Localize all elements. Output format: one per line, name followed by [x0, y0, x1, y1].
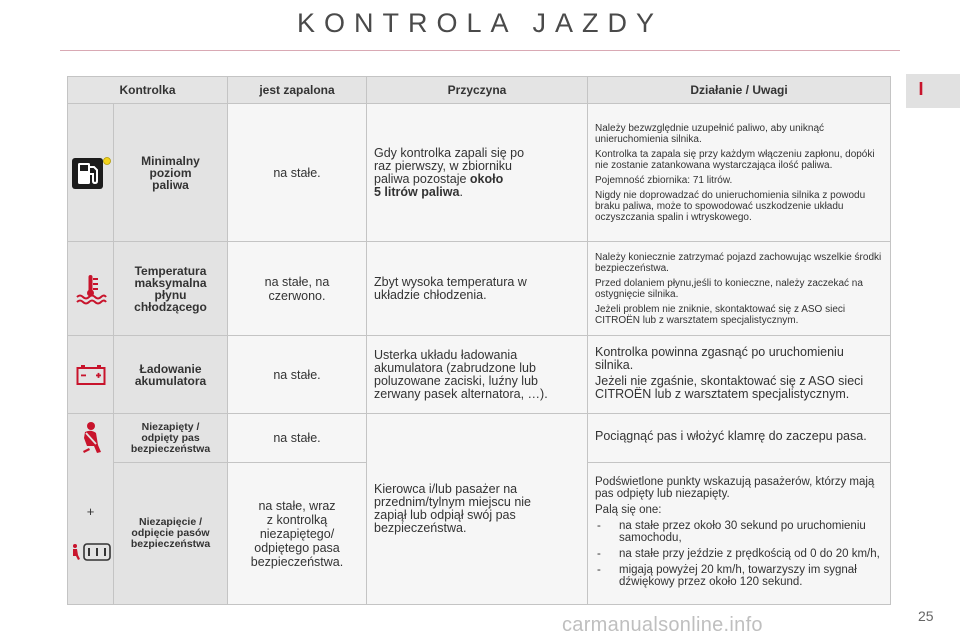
icon-cell: [68, 336, 114, 414]
coolant-temperature-icon: [74, 273, 108, 305]
cause-text: Gdy kontrolka zapali się po raz pierwszy, w zbiorniku paliwa pozostaje około 5 litrów paliwa.: [367, 104, 588, 242]
table-row: [68, 104, 891, 242]
warning-name: Minimalny poziom paliwa: [114, 104, 228, 242]
page-title: KONTROLA JAZDY: [296, 8, 664, 38]
list-item: - migają powyżej 20 km/h, towarzyszy im sygnał dźwiękowy przez około 120 sekund.: [595, 564, 882, 588]
action-text: Należy koniecznie zatrzymać pojazd zachowując wszelkie środki bezpieczeństwa. Przed dolaniem płynu,jeśli to konieczne, należy zaczekać na ostygnięcie silnika. Jeżeli problem nie zniknie, skontaktować się z ASO sieci CITROËN lub z warsztatem specjalistycznym.: [588, 242, 891, 336]
cause-text: Kierowca i/lub pasażer na przednim/tylnym miejscu nie zapiął lub odpiął swój pas bezpieczeństwa.: [367, 414, 588, 605]
action-text: Podświetlone punkty wskazują pasażerów, którzy mają pas odpięty lub niezapięty. Palą się one: - na stałe przez około 30 sekund po uruchomieniu samochodu, - na stałe przy jeździe z prędkością od 0 do 20 km/h, - migają powyżej 20 km/h, towarzyszy im sygnał dźwiękowy przez około 120 sekund.: [588, 463, 891, 605]
list-item: - na stałe przez około 30 sekund po uruchomieniu samochodu,: [595, 520, 882, 544]
cause-text: Zbyt wysoka temperatura w układzie chłodzenia.: [367, 242, 588, 336]
chapter-tab: [906, 74, 960, 108]
seatbelt-display-icon: [70, 541, 112, 563]
lit-status: na stałe.: [228, 336, 367, 414]
header-kontrolka: Kontrolka: [68, 77, 228, 104]
warning-lights-table: [67, 76, 891, 605]
lit-status: na stałe.: [228, 414, 367, 463]
warning-name: Niezapięcie / odpięcie pasów bezpieczeństwa: [114, 463, 228, 605]
icon-cell: [68, 242, 114, 336]
lit-status: na stałe, wraz z kontrolką niezapiętego/ odpiętego pasa bezpieczeństwa.: [228, 463, 367, 605]
watermark: carmanualsonline.info: [562, 614, 763, 636]
seatbelt-icon: [79, 421, 103, 455]
page-number: 25: [918, 608, 934, 624]
action-text: Pociągnąć pas i włożyć klamrę do zaczepu pasa.: [588, 414, 891, 463]
table-header-row: [68, 77, 891, 104]
cause-text: Usterka układu ładowania akumulatora (zabrudzone lub poluzowane zaciski, luźny lub zerwany pasek alternatora, …).: [367, 336, 588, 414]
icon-cell: [68, 463, 114, 605]
lit-status: na stałe.: [228, 104, 367, 242]
action-text: Należy bezwzględnie uzupełnić paliwo, aby uniknąć unieruchomienia silnika. Kontrolka ta zapala się przy każdym włączeniu zapłonu, dopóki nie zostanie zatankowana wystarczająca ilość paliwa. Pojemność zbiornika: 71 litrów. Nigdy nie doprowadzać do unieruchomienia silnika z powodu braku paliwa, może to spowodować uszkodzenie układu oczyszczania spalin i wtryskowego.: [588, 104, 891, 242]
list-item: - na stałe przy jeździe z prędkością od 0 do 20 km/h,: [595, 548, 882, 560]
action-text: Kontrolka powinna zgasnąć po uruchomieniu silnika. Jeżeli nie zgaśnie, skontaktować się z ASO sieci CITROËN lub z warsztatem specjalistycznym.: [588, 336, 891, 414]
warning-name: Niezapięty / odpięty pas bezpieczeństwa: [114, 414, 228, 463]
header-lit: jest zapalona: [228, 77, 367, 104]
lit-status: na stałe, na czerwono.: [228, 242, 367, 336]
header-cause: Przyczyna: [367, 77, 588, 104]
warning-name: Temperatura maksymalna płynu chłodzącego: [114, 242, 228, 336]
fuel-pump-icon: [70, 155, 112, 191]
table-row: [68, 336, 891, 414]
table-row: [68, 242, 891, 336]
battery-icon: [75, 363, 107, 387]
icon-cell: [68, 414, 114, 463]
icon-cell: [68, 104, 114, 242]
title-divider: [60, 50, 900, 51]
action-list: [595, 520, 882, 588]
table-row: [68, 414, 891, 463]
header-action: Działanie / Uwagi: [588, 77, 891, 104]
plus-sign: +: [86, 503, 95, 519]
chapter-label: I: [918, 79, 924, 99]
warning-name: Ładowanie akumulatora: [114, 336, 228, 414]
